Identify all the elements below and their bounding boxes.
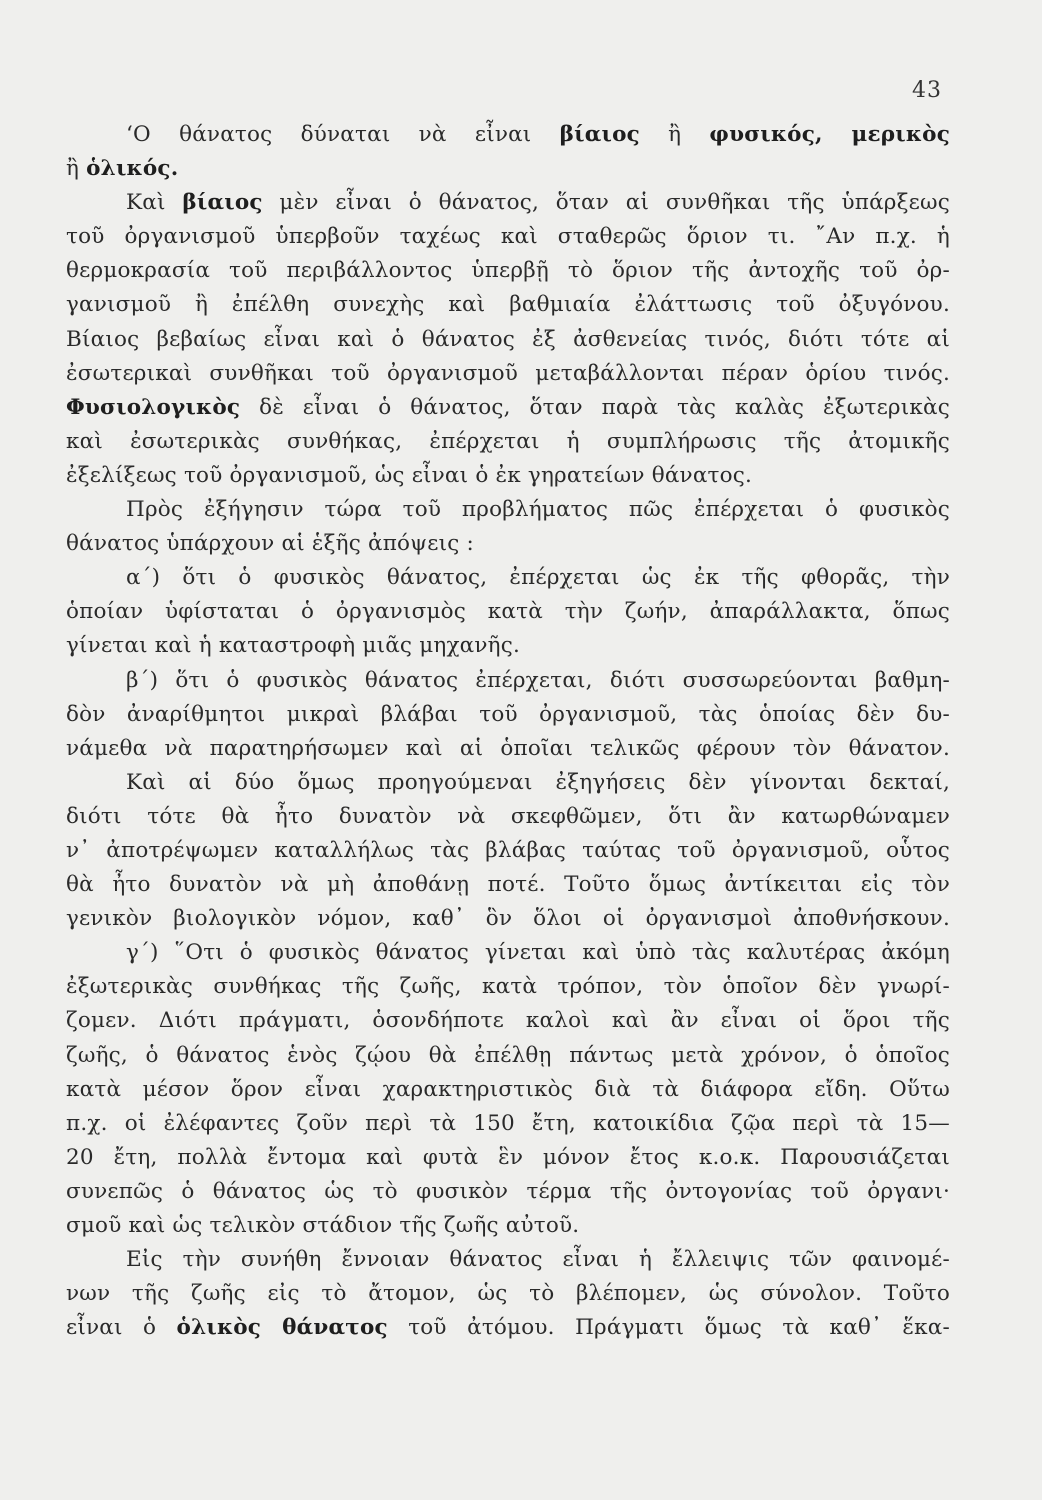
- text-segment: α΄) ὅτι ὁ φυσικὸς θάνατος, ἐπέρχεται ὡς ἐκ τῆς φθορᾶς, τὴν: [126, 565, 950, 591]
- text-line: [66, 868, 950, 902]
- text-line: [66, 1243, 950, 1277]
- text-segment: θερμοκρασία τοῦ περιβάλλοντος ὑπερβῇ τὸ ὅριον τῆς ἀντοχῆς τοῦ ὀρ-: [66, 258, 950, 284]
- text-segment: θὰ ἦτο δυνατὸν νὰ μὴ ἀποθάνῃ ποτέ. Τοῦτο ὅμως ἀντίκειται εἰς τὸν: [66, 872, 950, 898]
- text-segment: θάνατος ὑπάρχουν αἱ ἑξῆς ἀπόψεις :: [66, 531, 474, 557]
- text-segment: Εἰς τὴν συνήθη ἔννοιαν θάνατος εἶναι ἡ ἔλλειψις τῶν φαινομέ-: [126, 1247, 950, 1273]
- text-line: [66, 698, 950, 732]
- text-segment: Καὶ: [126, 190, 183, 216]
- text-segment: ἐξωτερικὰς συνθήκας τῆς ζωῆς, κατὰ τρόπον, τὸν ὁποῖον δὲν γνωρί-: [66, 974, 950, 1000]
- text-segment: Πρὸς ἐξήγησιν τώρα τοῦ προβλήματος πῶς ἐπέρχεται ὁ φυσικὸς: [126, 497, 950, 523]
- text-segment: σμοῦ καὶ ὡς τελικὸν στάδιον τῆς ζωῆς αὐτοῦ.: [66, 1213, 580, 1238]
- bold-term: βίαιος: [182, 190, 263, 216]
- text-segment: ὁποίαν ὑφίσταται ὁ ὀργανισμὸς κατὰ τὴν ζωήν, ἀπαράλλακτα, ὅπως: [66, 599, 950, 625]
- bold-term: ὁλικὸς θάνατος: [176, 1315, 388, 1341]
- text-line: [66, 254, 950, 288]
- text-line: [66, 561, 950, 595]
- text-line: [66, 1039, 950, 1073]
- text-segment: γενικὸν βιολογικὸν νόμον, καθ᾽ ὃν ὅλοι οἱ ὀργανισμοὶ ἀποθνήσκουν.: [66, 906, 950, 932]
- bold-term: φυσικός, μερικὸς: [709, 122, 950, 147]
- text-segment: ν᾽ ἀποτρέψωμεν καταλλήλως τὰς βλάβας ταύτας τοῦ ὀργανισμοῦ, οὗτος: [66, 837, 950, 863]
- body-text: [66, 118, 950, 1345]
- text-segment: νάμεθα νὰ παρατηρήσωμεν καὶ αἱ ὁποῖαι τελικῶς φέρουν τὸν θάνατον.: [66, 735, 950, 761]
- text-segment: β΄) ὅτι ὁ φυσικὸς θάνατος ἐπέρχεται, διότι συσσωρεύονται βαθμη-: [126, 667, 950, 693]
- text-line: [66, 936, 950, 970]
- text-line: [66, 493, 950, 527]
- text-line: [66, 1311, 950, 1345]
- text-segment: Καὶ αἱ δύο ὅμως προηγούμεναι ἐξηγήσεις δὲν γίνονται δεκταί,: [126, 769, 950, 795]
- text-line: [66, 766, 950, 800]
- text-segment: εἶναι ὁ: [66, 1315, 177, 1341]
- text-segment: γανισμοῦ ἢ ἐπέλθη συνεχὴς καὶ βαθμιαία ἐλάττωσις τοῦ ὀξυγόνου.: [66, 292, 950, 318]
- text-line: [66, 152, 950, 186]
- text-line: [66, 288, 950, 322]
- text-segment: 20 ἔτη, πολλὰ ἔντομα καὶ φυτὰ ἓν μόνον ἔτος κ.ο.κ. Παρουσιάζεται: [66, 1144, 950, 1170]
- text-line: [66, 323, 950, 357]
- text-segment: δὸν ἀναρίθμητοι μικραὶ βλάβαι τοῦ ὀργανισμοῦ, τὰς ὁποίας δὲν δυ-: [66, 701, 950, 727]
- text-segment: γίνεται καὶ ἡ καταστροφὴ μιᾶς μηχανῆς.: [66, 633, 521, 659]
- text-segment: μὲν εἶναι ὁ θάνατος, ὅταν αἱ συνθῆκαι τῆς ὑπάρξεως: [262, 190, 950, 216]
- text-segment: ζομεν. Διότι πράγματι, ὁσονδήποτε καλοὶ καὶ ἂν εἶναι οἱ ὅροι τῆς: [66, 1008, 950, 1034]
- text-line: [66, 970, 950, 1004]
- text-line: [66, 595, 950, 629]
- text-line: [66, 186, 950, 220]
- text-line: [66, 1107, 950, 1141]
- text-segment: καὶ ἐσωτερικὰς συνθήκας, ἐπέρχεται ἡ συμπλήρωσις τῆς ἀτομικῆς: [66, 428, 950, 454]
- text-segment: τοῦ ἀτόμου. Πράγματι ὅμως τὰ καθ᾽ ἕκα-: [387, 1315, 950, 1341]
- text-line: [66, 834, 950, 868]
- page-number: 43: [912, 78, 942, 103]
- text-line: [66, 629, 950, 663]
- text-line: [66, 732, 950, 766]
- text-line: [66, 425, 950, 459]
- text-segment: Βίαιος βεβαίως εἶναι καὶ ὁ θάνατος ἐξ ἀσθενείας τινός, διότι τότε αἱ: [66, 326, 950, 352]
- text-line: [66, 1175, 950, 1209]
- text-line: [66, 118, 950, 152]
- text-line: [66, 1277, 950, 1311]
- text-segment: ἢ: [639, 122, 710, 147]
- text-line: [66, 902, 950, 936]
- text-segment: γ΄) ῞Οτι ὁ φυσικὸς θάνατος γίνεται καὶ ὑπὸ τὰς καλυτέρας ἀκόμη: [126, 940, 950, 966]
- text-segment: κατὰ μέσον ὅρον εἶναι χαρακτηριστικὸς διὰ τὰ διάφορα εἴδη. Οὕτω: [66, 1076, 950, 1102]
- text-segment: διότι τότε θὰ ἦτο δυνατὸν νὰ σκεφθῶμεν, ὅτι ἂν κατωρθώναμεν: [66, 803, 950, 829]
- text-line: [66, 800, 950, 834]
- text-segment: π.χ. οἱ ἐλέφαντες ζοῦν περὶ τὰ 150 ἔτη, κατοικίδια ζῷα περὶ τὰ 15—: [66, 1110, 950, 1136]
- bold-term: βίαιος: [559, 122, 640, 147]
- text-line: [66, 1209, 950, 1243]
- text-line: [66, 527, 950, 561]
- text-segment: ἢ: [66, 156, 87, 182]
- text-line: [66, 1073, 950, 1107]
- text-segment: συνεπῶς ὁ θάνατος ὡς τὸ φυσικὸν τέρμα τῆς ὀντογονίας τοῦ ὀργανι·: [66, 1178, 950, 1204]
- text-line: [66, 391, 950, 425]
- text-line: [66, 220, 950, 254]
- text-segment: δὲ εἶναι ὁ θάνατος, ὅταν παρὰ τὰς καλὰς ἐξωτερικὰς: [240, 394, 950, 420]
- text-line: [66, 664, 950, 698]
- text-segment: ζωῆς, ὁ θάνατος ἑνὸς ζῴου θὰ ἐπέλθῃ πάντως μετὰ χρόνον, ὁ ὁποῖος: [66, 1042, 950, 1068]
- bold-term: Φυσιολογικὸς: [66, 394, 241, 420]
- text-segment: νων τῆς ζωῆς εἰς τὸ ἄτομον, ὡς τὸ βλέπομεν, ὡς σύνολον. Τοῦτο: [66, 1281, 950, 1307]
- text-segment: ἐξελίξεως τοῦ ὀργανισμοῦ, ὡς εἶναι ὁ ἐκ γηρατείων θάνατος.: [66, 462, 753, 488]
- text-line: [66, 1004, 950, 1038]
- text-line: [66, 357, 950, 391]
- text-segment: ἐσωτερικαὶ συνθῆκαι τοῦ ὀργανισμοῦ μεταβάλλονται πέραν ὁρίου τινός.: [66, 360, 950, 386]
- text-segment: ‘Ο θάνατος δύναται νὰ εἶναι: [126, 122, 560, 147]
- text-line: [66, 1141, 950, 1175]
- text-line: [66, 459, 950, 493]
- bold-term: ὁλικός.: [86, 156, 179, 182]
- text-segment: τοῦ ὀργανισμοῦ ὑπερβοῦν ταχέως καὶ σταθερῶς ὅριον τι. ῎Αν π.χ. ἡ: [66, 224, 950, 250]
